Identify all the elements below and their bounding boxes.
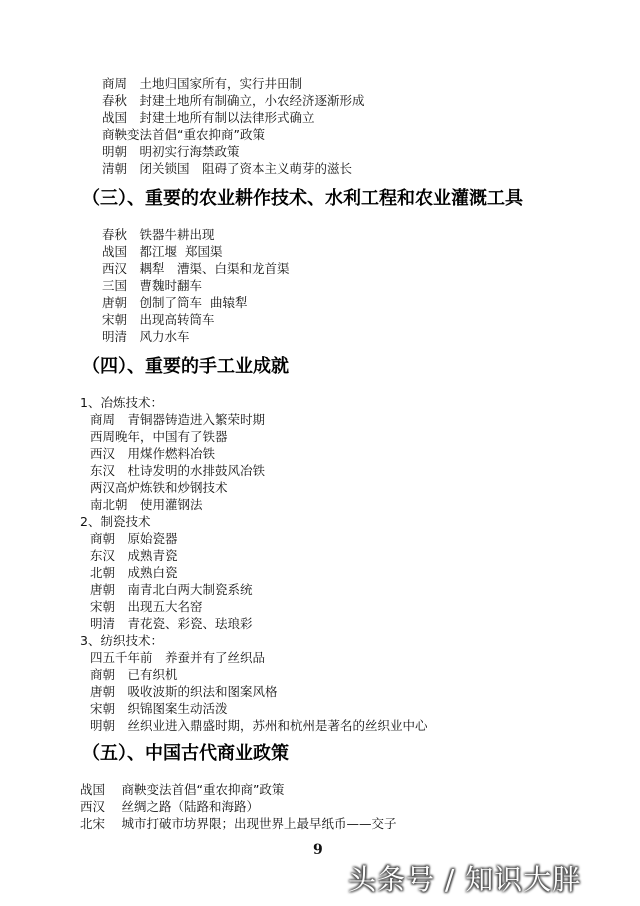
section4-line: 东汉 杜诗发明的水排鼓风冶铁	[90, 463, 266, 478]
section4-subheading: 1、冶炼技术：	[80, 395, 163, 410]
section4-line: 四五千年前 养蚕并有了丝织品	[90, 650, 266, 665]
section3-line: 明清 风力水车	[102, 329, 190, 344]
page-number: 9	[313, 842, 323, 858]
section4-line: 明清 青花瓷、彩瓷、珐琅彩	[90, 616, 253, 631]
section5-heading: （五）、中国古代商业政策	[82, 743, 289, 764]
section4-line: 西汉 用煤作燃料冶铁	[90, 446, 216, 461]
section3-heading: （三）、重要的农业耕作技术、水利工程和农业灌溉工具	[82, 188, 523, 209]
section3-line: 宋朝 出现高转筒车	[102, 312, 215, 327]
land-line: 商鞅变法首倡“重农抑商”政策	[102, 127, 265, 142]
land-line: 战国 封建土地所有制以法律形式确立	[102, 110, 315, 125]
section3-line: 西汉 耦犁 漕渠、白渠和龙首渠	[102, 261, 290, 276]
section4-subheading: 2、制瓷技术	[80, 514, 151, 529]
section4-line: 西周晚年，中国有了铁器	[90, 429, 228, 444]
section4-line: 宋朝 织锦图案生动活泼	[90, 701, 228, 716]
section4-subheading: 3、纺织技术：	[80, 633, 163, 648]
section4-line: 宋朝 出现五大名窑	[90, 599, 203, 614]
section4-line: 两汉高炉炼铁和炒钢技术	[90, 480, 228, 495]
section4-line: 商朝 已有织机	[90, 667, 178, 682]
section4-line: 唐朝 吸收波斯的织法和图案风格	[90, 684, 278, 699]
section3-line: 战国 都江堰 郑国渠	[102, 244, 223, 259]
land-line: 清朝 闭关锁国 阻碍了资本主义萌芽的滋长	[102, 161, 353, 176]
section4-line: 明朝 丝织业进入鼎盛时期，苏州和杭州是著名的丝织业中心	[90, 718, 428, 733]
section5-line: 西汉 丝绸之路（陆路和海路）	[80, 799, 259, 814]
watermark: 头条号 / 知识大胖	[348, 863, 582, 896]
section4-line: 南北朝 使用灌钢法	[90, 497, 203, 512]
land-line: 商周 土地归国家所有，实行井田制	[102, 76, 303, 91]
section4-line: 北朝 成熟白瓷	[90, 565, 178, 580]
section3-line: 唐朝 创制了筒车 曲辕犁	[102, 295, 248, 310]
section3-line: 春秋 铁器牛耕出现	[102, 227, 215, 242]
land-line: 明朝 明初实行海禁政策	[102, 144, 240, 159]
land-line: 春秋 封建土地所有制确立，小农经济逐渐形成	[102, 93, 365, 108]
section5-line: 战国 商鞅变法首倡“重农抑商”政策	[80, 782, 285, 797]
section4-line: 东汉 成熟青瓷	[90, 548, 178, 563]
section4-line: 唐朝 南青北白两大制瓷系统	[90, 582, 253, 597]
section5-line: 北宋 城市打破市坊界限；出现世界上最早纸币——交子	[80, 816, 397, 831]
section4-line: 商朝 原始瓷器	[90, 531, 178, 546]
section4-line: 商周 青铜器铸造进入繁荣时期	[90, 412, 266, 427]
section3-line: 三国 曹魏时翻车	[102, 278, 203, 293]
section4-heading: （四）、重要的手工业成就	[82, 356, 289, 377]
